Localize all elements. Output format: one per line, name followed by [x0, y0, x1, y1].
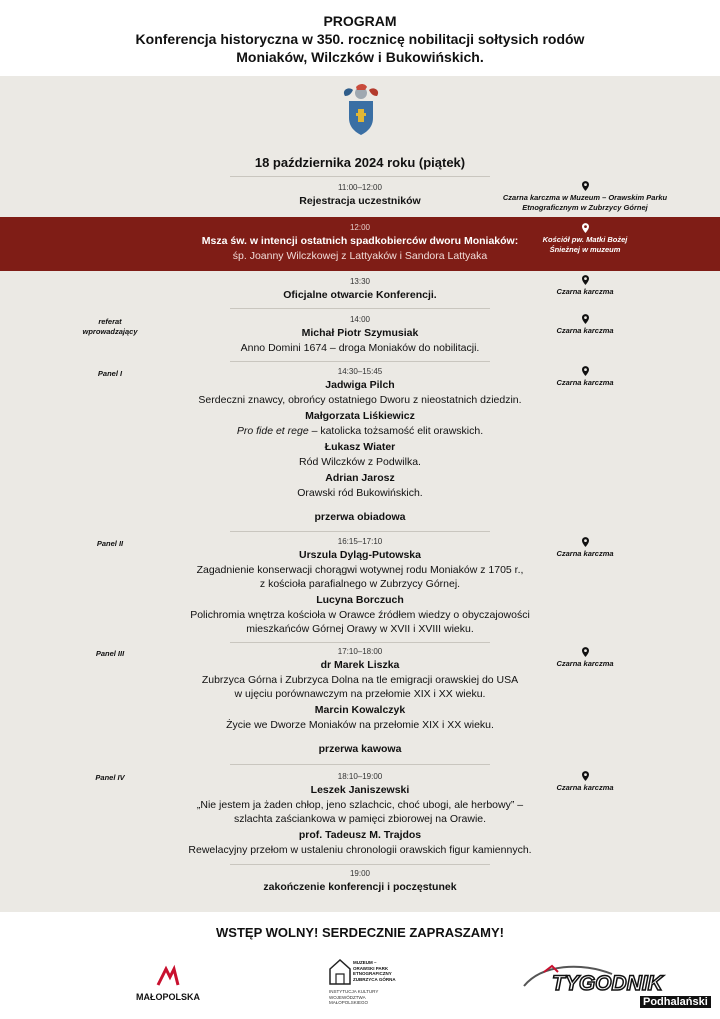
- location-pin-icon: [582, 366, 589, 376]
- divider: [230, 176, 490, 177]
- talk-line-1: „Nie jestem ja żaden chłop, jeno szlachcic, choć ubogi, ale herbowy” –: [196, 799, 524, 811]
- loc-line-2: Śnieżnej w muzeum: [549, 245, 621, 254]
- loc-line: Czarna karczma: [556, 549, 614, 558]
- talk-line-2: z kościoła parafialnego w Zubrzycy Górnej.: [259, 578, 461, 590]
- speaker: Lucyna Borczuch: [316, 594, 404, 606]
- loc-line-1: Kościół pw. Matki Bożej: [542, 235, 628, 244]
- loc-line: Czarna karczma: [556, 659, 614, 668]
- title: zakończenie konferencji i poczęstunek: [263, 881, 457, 893]
- speaker: Łukasz Wiater: [324, 441, 396, 453]
- location-pin-icon: [582, 647, 589, 657]
- speaker: Leszek Janiszewski: [310, 784, 410, 796]
- panel-4-label: Panel IV: [95, 773, 125, 782]
- panel-2-label: Panel II: [96, 539, 124, 548]
- talk-italic: Pro fide et rege: [236, 425, 309, 437]
- panel-1-label: Panel I: [97, 369, 123, 378]
- talk-line-1: Życie we Dworze Moniaków na przełomie XIX i XX wieku.: [226, 719, 494, 731]
- title: Oficjalne otwarcie Konferencji.: [283, 289, 437, 301]
- location-pin-icon: [582, 181, 589, 191]
- closing-block: [160, 868, 560, 895]
- location-pin-icon: [582, 314, 589, 324]
- museum-line: MUZEUM –: [353, 960, 377, 965]
- location-pin-icon: [582, 537, 589, 547]
- location-pin-icon: [582, 771, 589, 781]
- opening-location: [500, 275, 670, 297]
- time: 12:00: [349, 223, 371, 232]
- time: 17:10–18:00: [337, 647, 383, 656]
- time: 14:00: [349, 315, 371, 324]
- loc-line: Czarna karczma: [556, 378, 614, 387]
- location-pin-icon: [582, 223, 589, 233]
- museum-line: ZUBRZYCA GÓRNA: [353, 976, 396, 982]
- divider: [230, 531, 490, 532]
- page-title: PROGRAM: [323, 13, 397, 29]
- talk: [160, 424, 560, 438]
- loc-line-2: Etnograficznym w Zubrzycy Górnej: [522, 203, 648, 212]
- speaker: Adrian Jarosz: [325, 472, 395, 484]
- speaker: Michał Piotr Szymusiak: [301, 327, 419, 339]
- panel-3-location: [500, 647, 670, 669]
- speaker: Marcin Kowalczyk: [314, 704, 406, 716]
- loc-line-1: Czarna karczma w Muzeum – Orawskim Parku: [502, 193, 668, 202]
- talk: Anno Domini 1674 – droga Moniaków do nobilitacji.: [240, 342, 480, 354]
- time: 19:00: [349, 869, 371, 878]
- subtitle-line-2: Moniaków, Wilczków i Bukowińskich.: [236, 49, 484, 65]
- divider: [230, 361, 490, 362]
- tygodnik-word: TYGODNIK: [552, 972, 663, 995]
- panel-4-location: [500, 771, 670, 793]
- intro-location: [500, 314, 670, 336]
- panel-2-location: [500, 537, 670, 559]
- talk-line-2: mieszkańców Górnej Orawy w XVII i XVIII wieku.: [246, 623, 474, 635]
- talk: Serdeczni znawcy, obrońcy ostatniego Dworu z nieostatnich dziedzin.: [198, 394, 522, 406]
- museum-house-icon: [329, 959, 351, 985]
- label-line-2: wprowadzający: [82, 327, 138, 336]
- talk: Ród Wilczków z Podwilka.: [299, 456, 421, 468]
- time: 14:30–15:45: [337, 367, 383, 376]
- title: Msza św. w intencji ostatnich spadkobierców dworu Moniaków:: [201, 235, 519, 247]
- loc-line: Czarna karczma: [556, 287, 614, 296]
- speaker: Urszula Dyląg-Putowska: [299, 549, 421, 561]
- talk-line-2: szlachta zaściankowa w pamięci zbiorowej na Orawie.: [233, 813, 487, 825]
- speaker: prof. Tadeusz M. Trajdos: [298, 829, 422, 841]
- mass-band: [0, 217, 720, 271]
- divider: [230, 864, 490, 865]
- lunch-break: przerwa obiadowa: [314, 511, 406, 523]
- talk: Orawski ród Bukowińskich.: [297, 487, 423, 499]
- divider: [230, 642, 490, 643]
- loc-line: Czarna karczma: [556, 783, 614, 792]
- time: 18:10–19:00: [337, 772, 383, 781]
- coat-of-arms-icon: [339, 84, 383, 136]
- time: 16:15–17:10: [337, 537, 383, 546]
- title: Rejestracja uczestników: [299, 195, 421, 207]
- talk-line-1: Rewelacyjny przełom w ustaleniu chronologii orawskich figur kamiennych.: [188, 844, 532, 856]
- speaker: Małgorzata Liśkiewicz: [305, 410, 415, 422]
- museum-line: ETNOGRAFICZNY: [353, 971, 392, 976]
- malopolska-logo: [128, 963, 208, 1003]
- tygodnik-logo: [522, 960, 716, 1014]
- museum-line: ORAWSKI PARK: [353, 965, 389, 971]
- subtitle-line-1: Konferencja historyczna w 350. rocznicę nobilitacji sołtysich rodów: [135, 31, 585, 47]
- time: 11:00–12:00: [338, 183, 382, 192]
- panel-3-label: Panel III: [95, 649, 125, 658]
- museum-sub: INSTYTUCJA KULTURY: [329, 989, 379, 994]
- page-header: [0, 0, 720, 76]
- museum-logo: [325, 957, 405, 1015]
- museum-sub: MAŁOPOLSKIEGO: [329, 1000, 369, 1005]
- intro-label: [60, 317, 160, 337]
- coffee-break: przerwa kawowa: [318, 743, 402, 755]
- talk-line-1: Zubrzyca Górna i Zubrzyca Dolna na tle emigracji orawskiej do USA: [201, 674, 519, 686]
- time: 13:30: [349, 277, 371, 286]
- registration-location: [500, 181, 670, 213]
- speaker: dr Marek Liszka: [320, 659, 400, 671]
- dedication: śp. Joanny Wilczkowej z Lattyaków i Sandora Lattyaka: [232, 250, 488, 262]
- panel-1-location: [500, 366, 670, 388]
- label-line-1: referat: [98, 317, 122, 326]
- talk-rest: – katolicka tożsamość elit orawskich.: [308, 425, 484, 437]
- divider: [230, 308, 490, 309]
- invitation: WSTĘP WOLNY! SERDECZNIE ZAPRASZAMY!: [216, 925, 504, 940]
- location-pin-icon: [582, 275, 589, 285]
- loc-line: Czarna karczma: [556, 326, 614, 335]
- logo-label: MAŁOPOLSKA: [136, 992, 200, 1002]
- talk-line-1: Zagadnienie konserwacji chorągwi wotywnej rodu Moniaków z 1705 r.,: [196, 564, 524, 576]
- divider: [230, 764, 490, 765]
- mass-location: [500, 223, 670, 255]
- talk-line-1: Polichromia wnętrza kościoła w Orawce źródłem wiedzy o obyczajowości: [190, 609, 530, 621]
- malopolska-mountain-icon: [128, 963, 208, 987]
- event-date: 18 października 2024 roku (piątek): [254, 155, 466, 170]
- museum-sub: WOJEWÓDZTWA: [329, 994, 366, 1000]
- talk-line-2: w ujęciu porównawczym na przełomie XIX i XX wieku.: [234, 688, 486, 700]
- podhalanski-word: Podhalański: [640, 996, 711, 1008]
- speaker: Jadwiga Pilch: [325, 379, 395, 391]
